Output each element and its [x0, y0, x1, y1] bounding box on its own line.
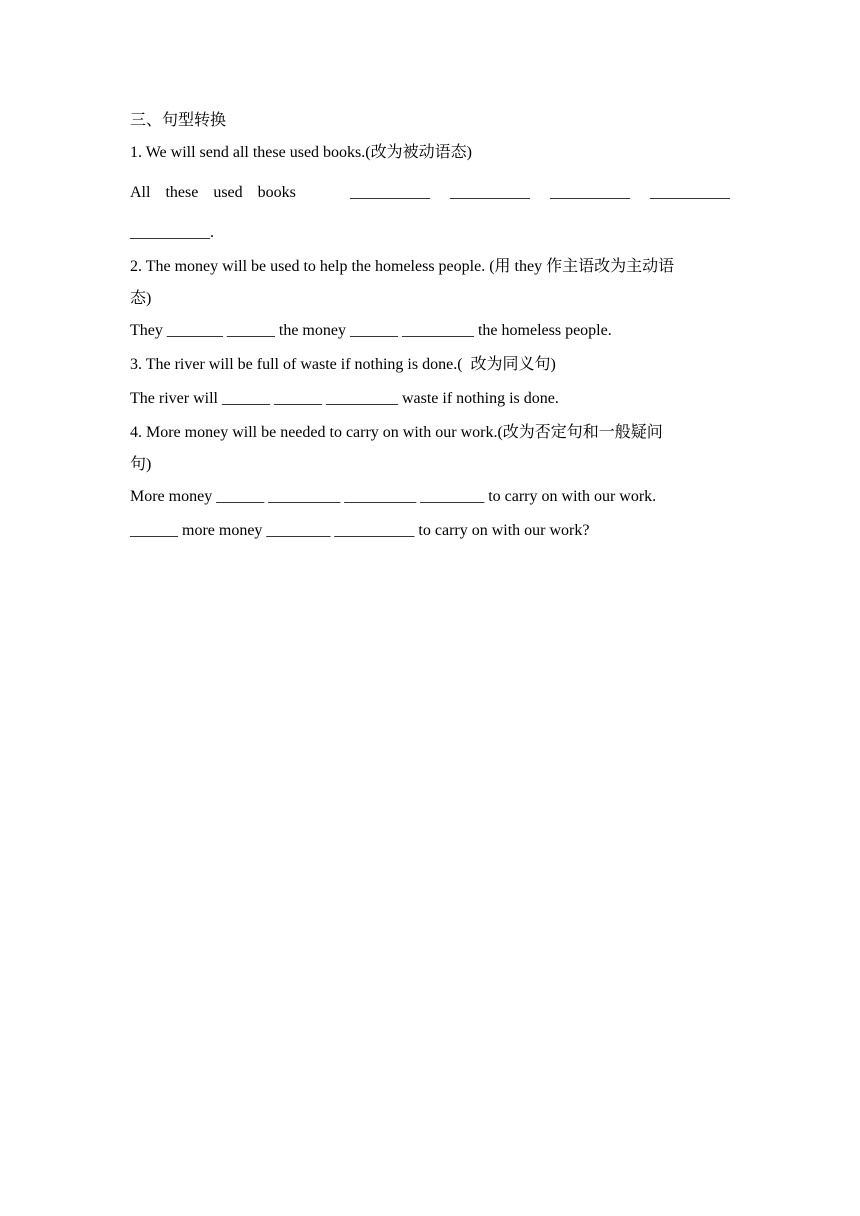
- answer-blank[interactable]: __________: [350, 184, 430, 201]
- section-title: 三、句型转换: [130, 112, 227, 129]
- question-1-answer-line: [130, 170, 730, 216]
- question-1-prompt: 1. We will send all these used books.(改为被动语态): [130, 144, 472, 161]
- question-1-answer-continued[interactable]: __________.: [130, 224, 214, 241]
- question-2-answer[interactable]: They _______ ______ the money ______ _________ the homeless people.: [130, 322, 612, 339]
- question-4-prompt-line2: 句): [130, 456, 152, 473]
- question-2-prompt-line1: 2. The money will be used to help the homeless people. (用 they 作主语改为主动语: [130, 258, 675, 275]
- question-4-prompt-line1: 4. More money will be needed to carry on with our work.(改为否定句和一般疑问: [130, 424, 663, 441]
- answer-blank[interactable]: __________: [550, 184, 630, 201]
- question-2-prompt-line2: 态): [130, 290, 152, 307]
- exercise-content: [130, 106, 730, 548]
- question-4-answer-negative[interactable]: More money ______ _________ _________ ________ to carry on with our work.: [130, 488, 657, 505]
- answer-blank[interactable]: __________: [650, 184, 730, 201]
- question-3-prompt: 3. The river will be full of waste if nothing is done.( 改为同义句): [130, 356, 556, 373]
- question-4-answer-question[interactable]: ______ more money ________ __________ to carry on with our work?: [130, 522, 590, 539]
- question-1-answer-lead: All these used books: [130, 184, 296, 201]
- answer-blank[interactable]: __________: [450, 184, 530, 201]
- question-3-answer[interactable]: The river will ______ ______ _________ waste if nothing is done.: [130, 390, 559, 407]
- question-1-blanks: [350, 170, 730, 216]
